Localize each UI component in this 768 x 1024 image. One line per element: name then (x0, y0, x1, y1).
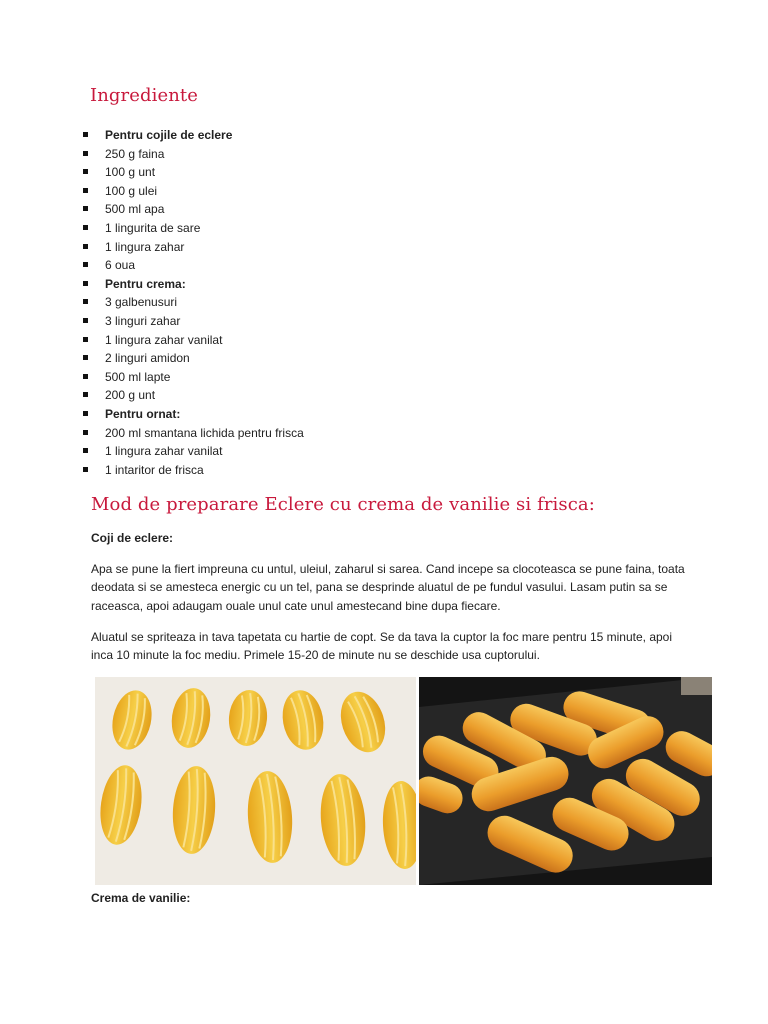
ingredient-item: 500 ml apa (84, 200, 304, 219)
ingredients-list (84, 126, 304, 479)
piped-dough-illustration (95, 677, 416, 885)
ingredients-heading: Ingrediente (90, 85, 198, 106)
ingredient-item: 1 intaritor de frisca (84, 461, 304, 480)
ingredient-item: 200 g unt (84, 386, 304, 405)
method-paragraph-1: Apa se pune la fiert impreuna cu untul, uleiul, zaharul si sarea. Cand incepe sa clocoteasca se pune faina, toata deodata si se amesteca energic cu un tel, pana se desprinde aluatul de pe fundul vasului. Lasam putin sa se raceasca, apoi adaugam ouale unul cate unul amestecand bine dupa fiecare. (91, 562, 685, 613)
ingredient-group-label: Pentru crema: (84, 275, 304, 294)
ingredient-item: 100 g unt (84, 163, 304, 182)
ingredient-item: 200 ml smantana lichida pentru frisca (84, 424, 304, 443)
method-heading: Mod de preparare Eclere cu crema de vanilie si frisca: (91, 494, 595, 515)
ingredient-item: 1 lingura zahar (84, 238, 304, 257)
method-paragraph-2: Aluatul se spriteaza in tava tapetata cu hartie de copt. Se da tava la cuptor la foc mare pentru 15 minute, apoi inca 10 minute la foc mediu. Primele 15-20 de minute nu se deschide usa cuptorului. (91, 630, 673, 663)
ingredient-item: 1 lingurita de sare (84, 219, 304, 238)
ingredient-item: 500 ml lapte (84, 368, 304, 387)
ingredient-item: 100 g ulei (84, 182, 304, 201)
piped-dough-photo (95, 677, 416, 885)
ingredient-item: 6 oua (84, 256, 304, 275)
ingredient-item: 3 galbenusuri (84, 293, 304, 312)
ingredient-group-label: Pentru cojile de eclere (84, 126, 304, 145)
ingredient-item: 1 lingura zahar vanilat (84, 331, 304, 350)
ingredient-item: 3 linguri zahar (84, 312, 304, 331)
ingredient-item: 2 linguri amidon (84, 349, 304, 368)
ingredient-item: 1 lingura zahar vanilat (84, 442, 304, 461)
shells-subheading: Coji de eclere: (91, 531, 174, 545)
ingredient-group-label: Pentru ornat: (84, 405, 304, 424)
cream-subheading: Crema de vanilie: (91, 891, 191, 905)
ingredient-item: 250 g faina (84, 145, 304, 164)
baked-eclairs-illustration (419, 677, 712, 885)
baked-eclairs-photo (419, 677, 712, 885)
